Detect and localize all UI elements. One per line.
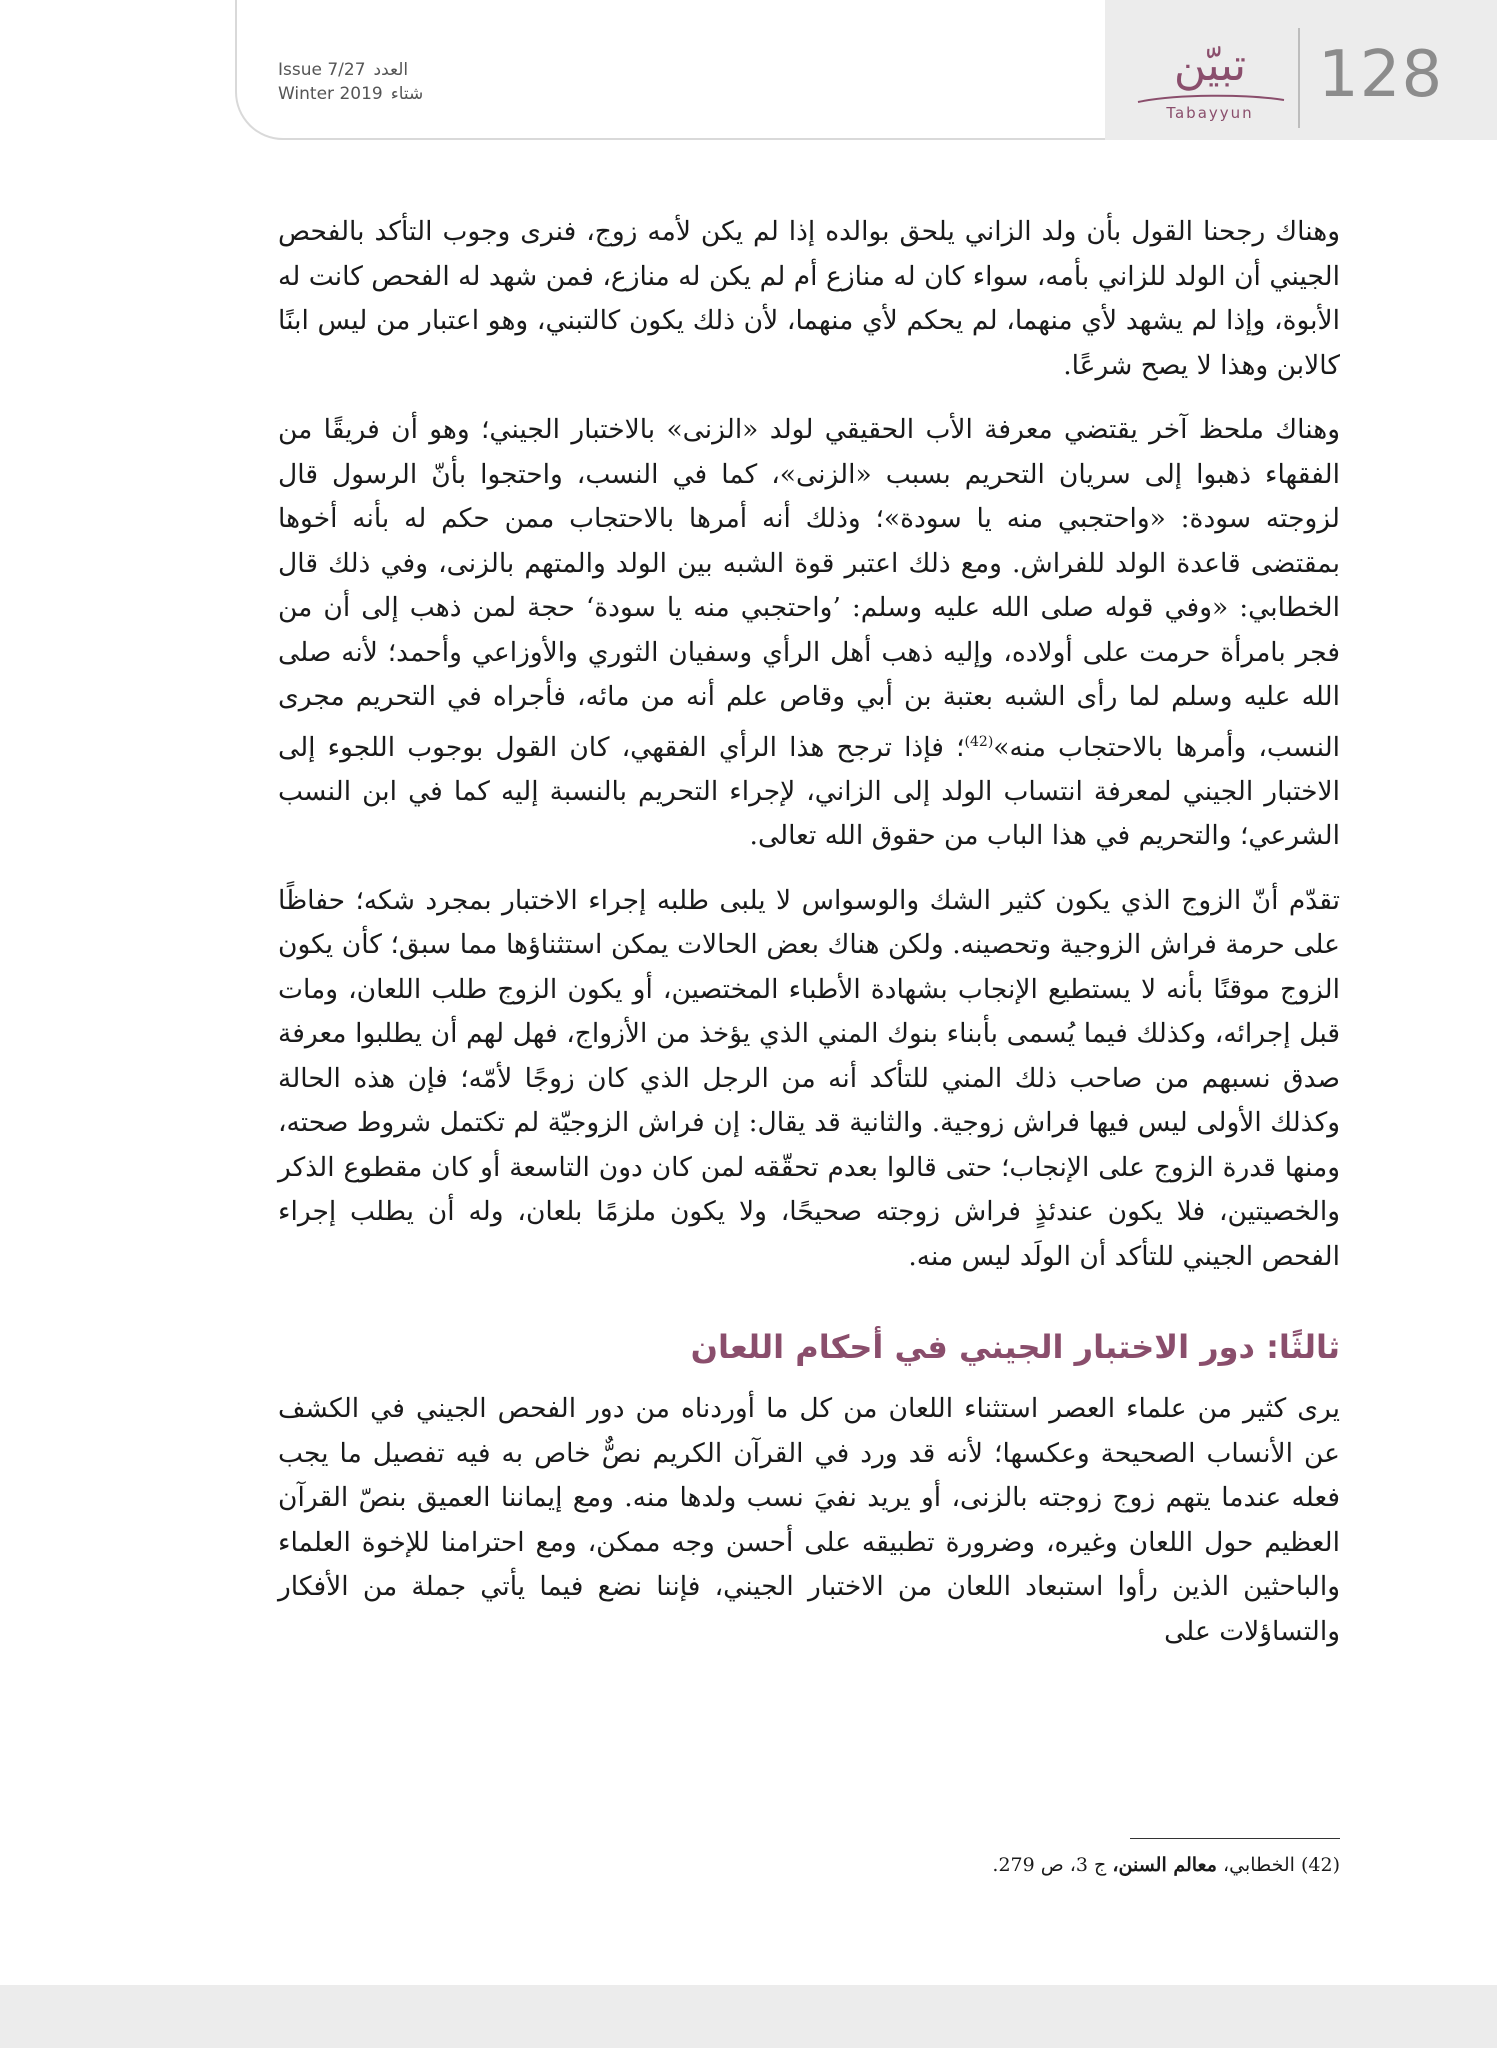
tabayyun-logo	[1130, 40, 1290, 130]
logo-arabic: تبيّن	[1173, 40, 1247, 91]
issue-info	[278, 60, 458, 108]
season-en: Winter 2019	[278, 84, 383, 104]
paragraph-2-text: وهناك ملحظ آخر يقتضي معرفة الأب الحقيقي لولد «الزنى» بالاختبار الجيني؛ وهو أن فريقًا من الفقهاء ذهبوا إلى سريان التحريم بسبب «الزنى»، كما في النسب، واحتجوا بأنّ الرسول قال لزوجته سودة: «واحتجبي منه يا سودة»؛ وذلك أنه أمرها بالاحتجاب ممن حكم له بأنه أخوها بمقتضى قاعدة الولد للفراش. ومع ذلك اعتبر قوة الشبه بين الولد والمتهم بالزنى، وفي ذلك قال الخطابي: «وفي قوله صلى الله عليه وسلم: ’واحتجبي منه يا سودة‘ حجة لمن ذهب إلى أن من فجر بامرأة حرمت على أولاده، وإليه ذهب أهل الرأي وسفيان الثوري والأوزاعي وأحمد؛ لأنه صلى الله عليه وسلم لما رأى الشبه بعتبة بن أبي وقاص علم أنه من مائه، فأجراه في التحريم مجرى النسب، وأمرها بالاحتجاب منه»	[278, 414, 1341, 763]
page-bottom-band	[0, 1985, 1497, 2048]
footnote	[278, 1850, 1340, 1880]
footnote-author: الخطابي،	[1222, 1854, 1295, 1876]
section-title: ثالثًا: دور الاختبار الجيني في أحكام اللعان	[690, 1328, 1340, 1367]
page-number: 128	[1318, 38, 1444, 112]
footnote-ref: (42)	[964, 733, 994, 750]
season-ar: شتاء	[390, 84, 424, 104]
issue-label-ar: العدد	[373, 60, 409, 80]
paragraph-1: وهناك رجحنا القول بأن ولد الزاني يلحق بوالده إذا لم يكن لأمه زوج، فنرى وجوب التأكد بالفحص الجيني أن الولد للزاني بأمه، سواء كان له منازع أم لم يكن له منازع، فمن شهد له الفحص كانت له الأبوة، وإذا لم يشهد لأي منهما، لم يحكم لأي منهما، لأن ذلك يكون كالتبني، وهو اعتبار من ليس ابنًا كالابن وهذا لا يصح شرعًا.	[278, 216, 1340, 381]
header-divider	[1298, 28, 1300, 128]
logo-latin: Tabayyun	[1166, 104, 1254, 122]
section-paragraph: يرى كثير من علماء العصر استثناء اللعان من كل ما أوردناه من دور الفحص الجيني في الكشف عن الأنساب الصحيحة وعكسها؛ لأنه قد ورد في القرآن الكريم نصٌّ خاص به فيه تفصيل ما يجب فعله عندما يتهم زوج زوجته بالزنى، أو يريد نفيَ نسب ولدها منه. ومع إيماننا العميق بنصّ القرآن العظيم حول اللعان وغيره، وضرورة تطبيقه على أحسن وجه ممكن، ومع احترامنا للإخوة العلماء والباحثين الذين رأوا استبعاد اللعان من الاختبار الجيني، فإننا نضع فيما يأتي جملة من الأفكار والتساؤلات على	[278, 1393, 1340, 1647]
footnote-title: معالم السنن،	[1112, 1854, 1217, 1876]
paragraph-2	[278, 408, 1340, 859]
paragraph-3: تقدّم أنّ الزوج الذي يكون كثير الشك والوسواس لا يلبى طلبه إجراء الاختبار بمجرد شكه؛ حفاظًا على حرمة فراش الزوجية وتحصينه. ولكن هناك بعض الحالات يمكن استثناؤها مما سبق؛ كأن يكون الزوج موقنًا بأنه لا يستطيع الإنجاب بشهادة الأطباء المختصين، أو يكون الزوج طلب اللعان، ومات قبل إجرائه، وكذلك فيما يُسمى بأبناء بنوك المني الذي يؤخذ من الأزواج، فهل لهم أن يطلبوا معرفة صدق نسبهم من صاحب ذلك المني للتأكد أنه من الرجل الذي كان زوجًا لأمّه؛ فإن هذه الحالة وكذلك الأولى ليس فيها فراش زوجية. والثانية قد يقال: إن فراش الزوجيّة لم تكتمل شروط صحته، ومنها قدرة الزوج على الإنجاب؛ حتى قالوا بعدم تحقّقه لمن كان دون التاسعة أو كان مقطوع الذكر والخصيتين، فلا يكون عندئذٍ فراش زوجته صحيحًا، ولا يكون ملزمًا بلعان، وله أن يطلب إجراء الفحص الجيني للتأكد أن الولَد ليس منه.	[278, 884, 1340, 1272]
footnote-number: (42)	[1300, 1854, 1340, 1876]
footnote-details: ج 3، ص 279.	[992, 1854, 1107, 1876]
article-body	[278, 210, 1340, 1674]
paragraph-2-continuation: ؛ فإذا ترجح هذا الرأي الفقهي، كان القول بوجوب اللجوء إلى الاختبار الجيني لمعرفة انتساب الولد إلى الزاني، لإجراء التحريم بالنسبة إليه كما في ابن النسب الشرعي؛ والتحريم في هذا الباب من حقوق الله تعالى.	[278, 731, 1340, 852]
issue-label-en: Issue 7/27	[278, 60, 366, 80]
footnote-divider	[1130, 1838, 1340, 1839]
